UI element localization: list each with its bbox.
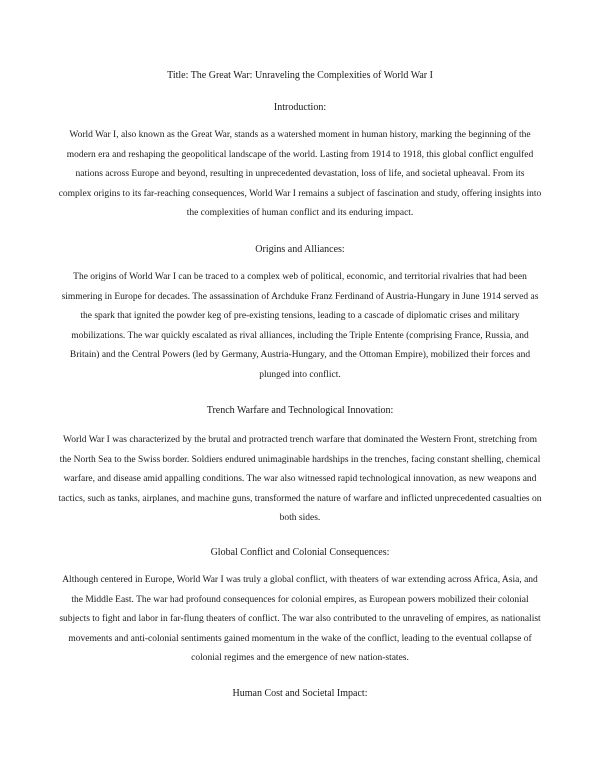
section-body-origins: The origins of World War I can be traced to a complex web of political, economic, and territorial rivalries that had been simmering in Europe for decades. The assassination of Archduke Franz Ferdinand of Austria-Hungary in June 1914 served as the spark that ignited the powder keg of pre-existing tensions, leading to a cascade of diplomatic crises and military mobilizations. The war quickly escalated as rival alliances, including the Triple Entente (comprising France, Russia, and Britain) and the Central Powers (led by Germany, Austria-Hungary, and the Ottoman Empire), mobilized their forces and plunged into conflict. (61, 272, 539, 380)
section-heading-introduction: Introduction: (273, 102, 327, 113)
document-title: Title: The Great War: Unraveling the Complexities of World War I (167, 70, 433, 81)
section-heading-origins: Origins and Alliances: (255, 244, 345, 255)
section-heading-human-cost: Human Cost and Societal Impact: (232, 688, 368, 699)
section-heading-global-conflict: Global Conflict and Colonial Consequences: (210, 547, 390, 558)
section-body-global-conflict: Although centered in Europe, World War I was truly a global conflict, with theaters of war extending across Africa, Asia, and the Middle East. The war had profound consequences for colonial empires, as European powers mobilized their colonial subjects to fight and labor in far-flung theaters of conflict. The war also contributed to the unraveling of empires, as nationalist movements and anti-colonial sentiments gained momentum in the wake of the conflict, leading to the eventual collapse of colonial regimes and the emergence of new nation-states. (59, 575, 541, 664)
section-heading-trench-warfare: Trench Warfare and Technological Innovation: (206, 405, 394, 416)
section-body-trench-warfare: World War I was characterized by the brutal and protracted trench warfare that dominated the Western Front, stretching from the North Sea to the Swiss border. Soldiers endured unimaginable hardships in the trenches, facing constant shelling, chemical warfare, and disease amid appalling conditions. The war also witnessed rapid technological innovation, as new weapons and tactics, such as tanks, airplanes, and machine guns, transformed the nature of warfare and inflicted unprecedented casualties on both sides. (58, 435, 542, 524)
section-body-introduction: World War I, also known as the Great War, stands as a watershed moment in human history, marking the beginning of the modern era and reshaping the geopolitical landscape of the world. Lasting from 1914 to 1918, this global conflict engulfed nations across Europe and beyond, resulting in unprecedented devastation, loss of life, and societal upheaval. From its complex origins to its far-reaching consequences, World War I remains a subject of fascination and study, offering insights into the complexities of human conflict and its enduring impact. (58, 130, 542, 219)
